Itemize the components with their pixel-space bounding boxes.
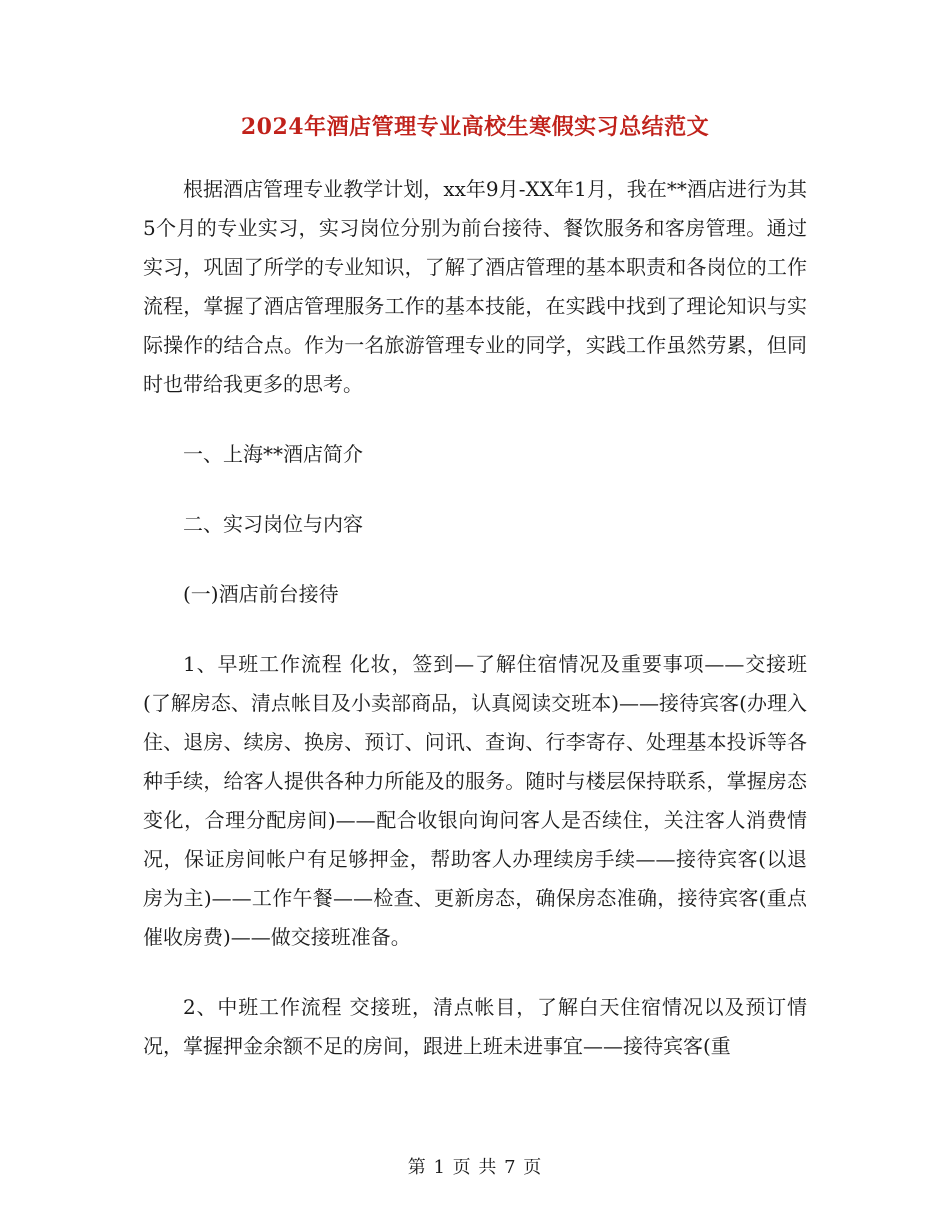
paragraph-intro: 根据酒店管理专业教学计划，xx年9月-XX年1月，我在**酒店进行为其5个月的专业实习，实习岗位分别为前台接待、餐饮服务和客房管理。通过实习，巩固了所学的专业知识，了解了酒店管理的基本职责和各岗位的工作流程，掌握了酒店管理服务工作的基本技能，在实践中找到了理论知识与实际操作的结合点。作为一名旅游管理专业的同学，实践工作虽然劳累，但同时也带给我更多的思考。 [143,177,807,396]
document-title: 2024年酒店管理专业高校生寒假实习总结范文 [240,114,710,140]
paragraph-middle-shift: 2、中班工作流程 交接班，清点帐目，了解白天住宿情况以及预订情况，掌握押金余额不足的房间，跟进上班未进事宜——接待宾客(重 [143,995,807,1058]
paragraph-morning-shift: 1、早班工作流程 化妆，签到—了解住宿情况及重要事项——交接班(了解房态、清点帐目及小卖部商品，认真阅读交班本)——接待宾客(办理入住、退房、续房、换房、预订、问讯、查询、行李寄存、处理基本投诉等各种手续，给客人提供各种力所能及的服务。随时与楼层保持联系，掌握房态变化，合理分配房间)——配合收银向询问客人是否续住，关注客人消费情况，保证房间帐户有足够押金，帮助客人办理续房手续——接待宾客(以退房为主)——工作午餐——检查、更新房态，确保房态准确，接待宾客(重点催收房费)——做交接班准备。 [143,652,807,949]
heading-hotel-intro: 一、上海**酒店简介 [183,442,363,466]
subheading-front-desk: (一)酒店前台接待 [183,582,339,606]
heading-positions: 二、实习岗位与内容 [183,512,363,536]
document-body [143,170,807,1066]
page-footer: 第 1 页 共 7 页 [407,1157,543,1178]
